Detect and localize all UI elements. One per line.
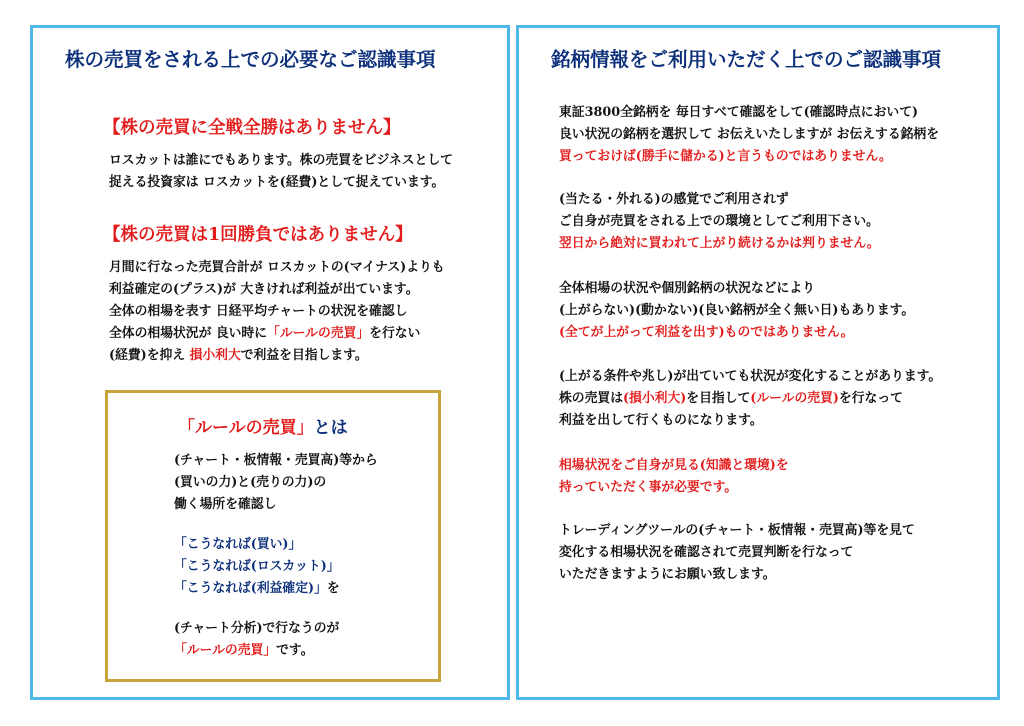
rule-box-profit-line [174, 577, 340, 596]
rule-box-last-red: 「ルールの売買」 [174, 643, 277, 658]
section1-line-2: 捉える投資家は ロスカットを(経費)として捉えています。 [109, 175, 445, 190]
p5-line-2: 持っていただく事が必要です。 [559, 480, 738, 495]
rule-trading-highlight: 「ルールの売買」 [267, 326, 370, 341]
section1-line-1: ロスカットは誰にでもあります。株の売買をビジネスとして [109, 153, 453, 168]
section2-line-5-text: (経費)を抑え [109, 348, 190, 363]
p2-line-2: ご自身が売買をされる上での環境としてご利用下さい。 [559, 214, 879, 229]
p1-line-2: 良い状況の銘柄を選択して お伝えいたしますが お伝えする銘柄を [559, 127, 940, 142]
small-loss-big-profit-highlight: 損小利大 [189, 348, 241, 363]
rule-box-profit-text: 「こうなれば(利益確定)」 [174, 581, 327, 596]
rule-box-last-suffix: です。 [276, 643, 314, 658]
left-panel-title: 株の売買をされる上での必要なご認識事項 [65, 48, 436, 71]
rule-trading-box [105, 390, 441, 682]
p3-line-1: 全体相場の状況や個別銘柄の状況などにより [559, 281, 815, 296]
section2-heading: 【株の売買は1回勝負ではありません】 [103, 225, 413, 245]
p4-line-2-mid: を目指して [686, 391, 751, 406]
p6-line-3: いただきますようにお願い致します。 [559, 567, 776, 582]
rule-box-profit-suffix: を [326, 581, 340, 596]
section2-line-4 [109, 322, 420, 341]
p6-line-1: トレーディングツールの(チャート・板情報・売買高)等を見て [559, 523, 915, 538]
p4-line-1: (上がる条件や兆し)が出ていても状況が変化することがあります。 [559, 369, 942, 384]
p3-line-2: (上がらない)(動かない)(良い銘柄が全く無い日)もあります。 [559, 303, 915, 318]
p3-warning: (全てが上がって利益を出す)ものではありません。 [559, 325, 854, 340]
right-panel [516, 25, 1000, 700]
p1-warning: 買っておけば(勝手に儲かる)と言うものではありません。 [559, 149, 892, 164]
section2-line-5-suffix: で利益を目指します。 [240, 348, 368, 363]
rule-box-title [178, 413, 348, 438]
section2-line-4-suffix: を行ない [369, 326, 421, 341]
section2-line-4-text: 全体の相場状況が 良い時に [109, 326, 268, 341]
section2-line-3: 全体の相場を表す 日経平均チャートの状況を確認し [109, 304, 408, 319]
p4-line-3: 利益を出して行くものになります。 [559, 413, 763, 428]
section2-line-5 [109, 344, 368, 363]
p4-rule-trading: (ルールの売買) [750, 391, 839, 406]
rule-box-line-3: 働く場所を確認し [174, 497, 277, 512]
rule-box-title-red: 「ルールの売買」 [178, 418, 314, 438]
p4-line-2-text: 株の売買は [559, 391, 623, 406]
p4-line-2 [559, 387, 903, 406]
section2-line-2: 利益確定の(プラス)が 大きければ利益が出ています。 [109, 282, 419, 297]
rule-box-analysis-line: (チャート分析)で行なうのが [174, 621, 340, 636]
p5-line-1: 相場状況をご自身が見る(知識と環境)を [559, 458, 789, 473]
rule-box-buy-line: 「こうなれば(買い)」 [174, 537, 302, 552]
rule-box-line-2: (買いの力)と(売りの力)の [174, 475, 327, 490]
rule-box-line-1: (チャート・板情報・売買高)等から [174, 453, 378, 468]
p4-line-2-suffix: を行なって [838, 391, 903, 406]
p1-line-1: 東証3800全銘柄を 毎日すべて確認をして(確認時点において) [559, 105, 919, 120]
left-panel [30, 25, 510, 700]
p4-small-loss-big-profit: (損小利大) [622, 391, 687, 406]
p2-line-1: (当たる・外れる)の感覚でご利用されず [559, 192, 789, 207]
right-panel-title: 銘柄情報をご利用いただく上でのご認識事項 [551, 48, 942, 71]
section1-heading: 【株の売買に全戦全勝はありません】 [103, 118, 401, 138]
rule-box-last-line [174, 639, 314, 658]
rule-box-title-blue: とは [313, 418, 348, 438]
rule-box-losscut-line: 「こうなれば(ロスカット)」 [174, 559, 340, 574]
p2-warning: 翌日から絶対に買われて上がり続けるかは判りません。 [559, 236, 880, 251]
section2-line-1: 月間に行なった売買合計が ロスカットの(マイナス)よりも [109, 260, 445, 275]
p6-line-2: 変化する相場状況を確認されて売買判断を行なって [559, 545, 854, 560]
